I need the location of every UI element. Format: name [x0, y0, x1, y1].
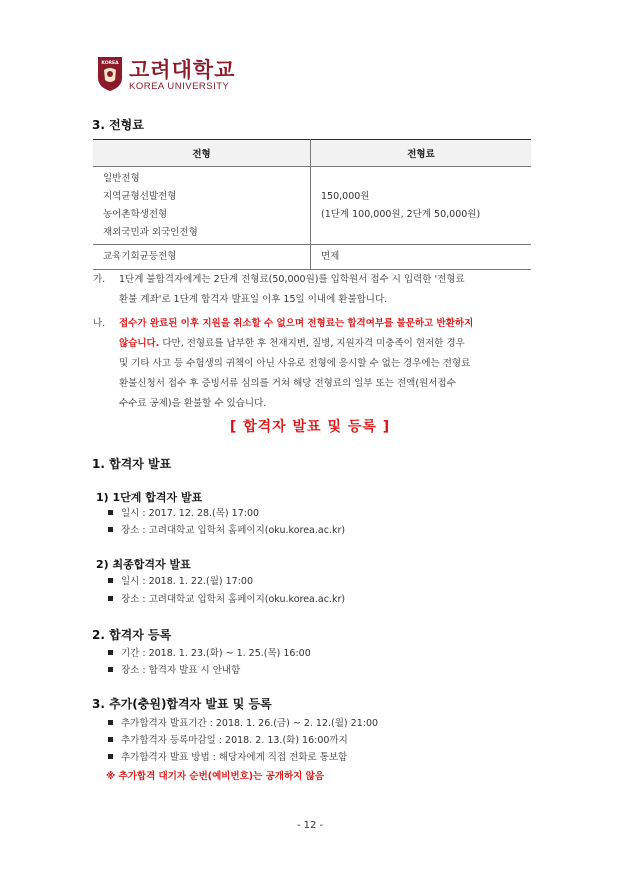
table-cell-fee [311, 245, 532, 270]
bullet-icon [108, 650, 113, 655]
section-title-registration: 2. 합격자 등록 [92, 628, 172, 642]
table-header-fee: 전형료 [311, 140, 532, 167]
note-na-label: 나. [93, 318, 106, 329]
section-title-announcement: 1. 합격자 발표 [92, 457, 172, 471]
type-item: 일반전형 [103, 172, 140, 184]
list-item [108, 507, 259, 521]
note-na-line: 수수료 공제)을 환불할 수 있습니다. [119, 398, 267, 409]
bullet-icon [108, 527, 113, 532]
note-na-line: 환불신청서 접수 후 증빙서류 심의를 거쳐 해당 전형료의 일부 또는 전액(원서접수 [119, 378, 456, 389]
note-na-warning-end: 않습니다. [119, 338, 160, 349]
section-title-additional: 3. 추가(충원)합격자 발표 및 등록 [92, 697, 272, 711]
table-header-type: 전형 [93, 140, 311, 167]
bullet-icon [108, 596, 113, 601]
note-na-text: 다만, 전형료를 납부한 후 천재지변, 질병, 지원자격 미충족이 현저한 경우 [159, 338, 465, 349]
list-item [108, 575, 253, 589]
subsection-title-final: 2) 최종합격자 발표 [96, 558, 191, 571]
list-item-text: 장소 : 고려대학교 입학처 홈페이지(oku.korea.ac.kr) [121, 594, 346, 605]
table-cell-types [93, 167, 311, 245]
bullet-icon [108, 754, 113, 759]
list-item [108, 524, 345, 538]
subsection-title-stage1: 1) 1단계 합격자 발표 [96, 491, 203, 504]
emblem-text: KOREA [101, 61, 119, 66]
bullet-icon [108, 720, 113, 725]
note-ga-line: 환불 계좌'로 1단계 합격자 발표일 이후 15일 이내에 환불합니다. [119, 294, 388, 305]
list-item-text: 일시 : 2018. 1. 22.(월) 17:00 [121, 576, 253, 587]
note-na-warning: 접수가 완료된 이후 지원을 취소할 수 없으며 전형료는 합격여부를 불문하고 반환하지 [119, 318, 474, 329]
note-ga [93, 270, 533, 310]
list-item [108, 751, 347, 765]
list-item-text: 추가합격자 등록마감일 : 2018. 2. 13.(화) 16:00까지 [121, 735, 348, 746]
list-item-text: 기간 : 2018. 1. 23.(화) ~ 1. 25.(목) 16:00 [121, 648, 311, 659]
note-na [93, 314, 533, 414]
table-cell-fee [311, 167, 532, 245]
list-item-text: 추가합격자 발표 방법 : 해당자에게 직접 전화로 통보함 [121, 752, 348, 763]
fee-table [93, 139, 531, 270]
bullet-icon [108, 510, 113, 515]
list-item-text: 장소 : 합격자 발표 시 안내함 [121, 665, 241, 676]
list-item-text: 일시 : 2017. 12. 28.(목) 17:00 [121, 508, 260, 519]
note-ga-line: 1단계 불합격자에게는 2단계 전형료(50,000원)를 입학원서 접수 시 입력한 '전형료 [119, 274, 465, 285]
type-item: 재외국민과 외국인전형 [103, 226, 198, 238]
list-item-text: 추가합격자 발표기간 : 2018. 1. 26.(금) ~ 2. 12.(월) 21:00 [121, 718, 379, 729]
fee-line: 면제 [321, 251, 340, 262]
university-emblem-icon [97, 56, 123, 92]
fee-line: (1단계 100,000원, 2단계 50,000원) [321, 208, 481, 220]
table-header-row [93, 140, 531, 167]
fee-line: 150,000원 [321, 190, 370, 202]
list-item [108, 734, 348, 748]
note-na-line [119, 334, 533, 354]
type-item: 교육기회균등전형 [103, 251, 177, 262]
list-item-text: 장소 : 고려대학교 입학처 홈페이지(oku.korea.ac.kr) [121, 525, 346, 536]
university-name-kr: 고려대학교 [129, 58, 236, 82]
note-na-line: 및 기타 사고 등 수험생의 귀책이 아닌 사유로 전형에 응시할 수 없는 경우에는 전형료 [119, 358, 471, 369]
university-name-en: KOREA UNIVERSITY [129, 81, 230, 92]
bullet-icon [108, 667, 113, 672]
list-item [108, 647, 311, 661]
section-heading-announcement: [ 합격자 발표 및 등록 ] [229, 419, 391, 435]
bullet-icon [108, 737, 113, 742]
table-row [93, 245, 531, 270]
list-item [108, 664, 240, 678]
type-item: 농어촌학생전형 [103, 208, 168, 220]
section-title-fee: 3. 전형료 [92, 118, 144, 132]
type-item: 지역균형선발전형 [103, 190, 177, 202]
list-item [108, 717, 378, 731]
additional-note: ※ 추가합격 대기자 순번(예비번호)는 공개하지 않음 [106, 771, 324, 782]
note-ga-label: 가. [93, 274, 106, 285]
bullet-icon [108, 578, 113, 583]
table-row [93, 167, 531, 245]
page-number: - 12 - [296, 820, 324, 831]
table-cell-types [93, 245, 311, 270]
list-item [108, 593, 345, 607]
